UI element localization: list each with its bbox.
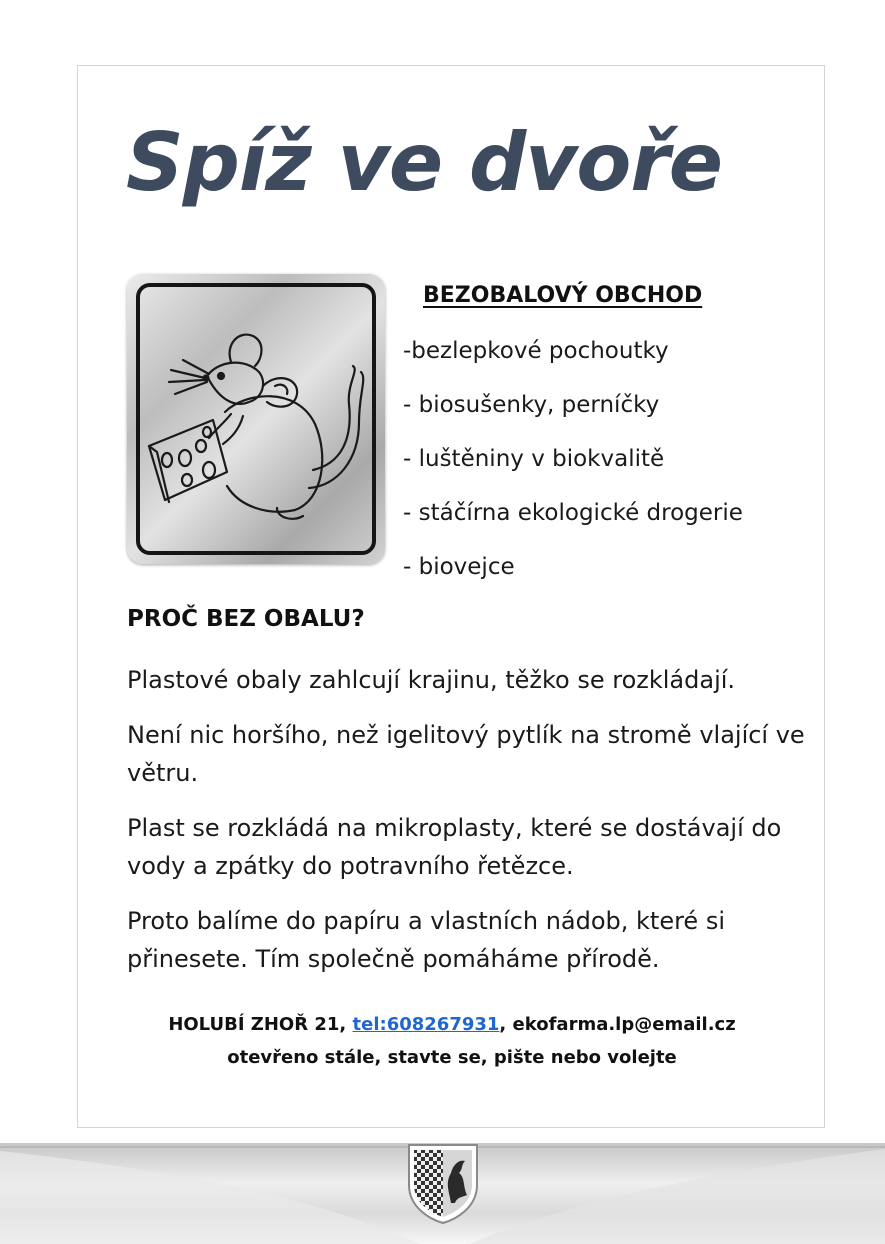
contact-footer: [78, 1008, 826, 1074]
why-paragraph: Proto balíme do papíru a vlastních nádob, které si přinesete. Tím společně pomáháme přírodě.: [127, 907, 725, 973]
shop-offer: [403, 278, 743, 594]
shop-heading: BEZOBALOVÝ OBCHOD: [423, 283, 703, 308]
poster: [77, 65, 825, 1128]
contact-email: , ekofarma.lp@email.cz: [499, 1014, 736, 1035]
shop-item: -bezlepkové pochoutky: [403, 338, 669, 364]
shop-item: - stáčírna ekologické drogerie: [403, 500, 743, 526]
contact-address: HOLUBÍ ZHOŘ 21,: [168, 1014, 353, 1035]
why-paragraph: Plast se rozkládá na mikroplasty, které se dostávají do vody a zpátky do potravního řetězce.: [127, 814, 782, 880]
mouse-with-cheese-icon: [127, 274, 385, 564]
mouse-drawing: [127, 274, 385, 564]
phone-link[interactable]: tel:608267931: [352, 1014, 500, 1035]
contact-line: [78, 1008, 826, 1041]
shop-items: [403, 324, 743, 594]
why-text: [127, 661, 817, 995]
poster-title: Spíž ve dvoře: [126, 116, 723, 209]
why-paragraph: Plastové obaly zahlcují krajinu, těžko se rozkládají.: [127, 666, 736, 694]
why-paragraph: Není nic horšího, než igelitový pytlík na stromě vlající ve větru.: [127, 721, 805, 787]
shop-item: - biovejce: [403, 554, 515, 580]
coat-of-arms-icon: [405, 1141, 481, 1225]
shop-item: - biosušenky, perníčky: [403, 392, 660, 418]
contact-tagline: otevřeno stále, stavte se, pište nebo volejte: [227, 1047, 677, 1068]
why-heading: PROČ BEZ OBALU?: [127, 606, 365, 632]
shop-item: - luštěniny v biokvalitě: [403, 446, 665, 472]
